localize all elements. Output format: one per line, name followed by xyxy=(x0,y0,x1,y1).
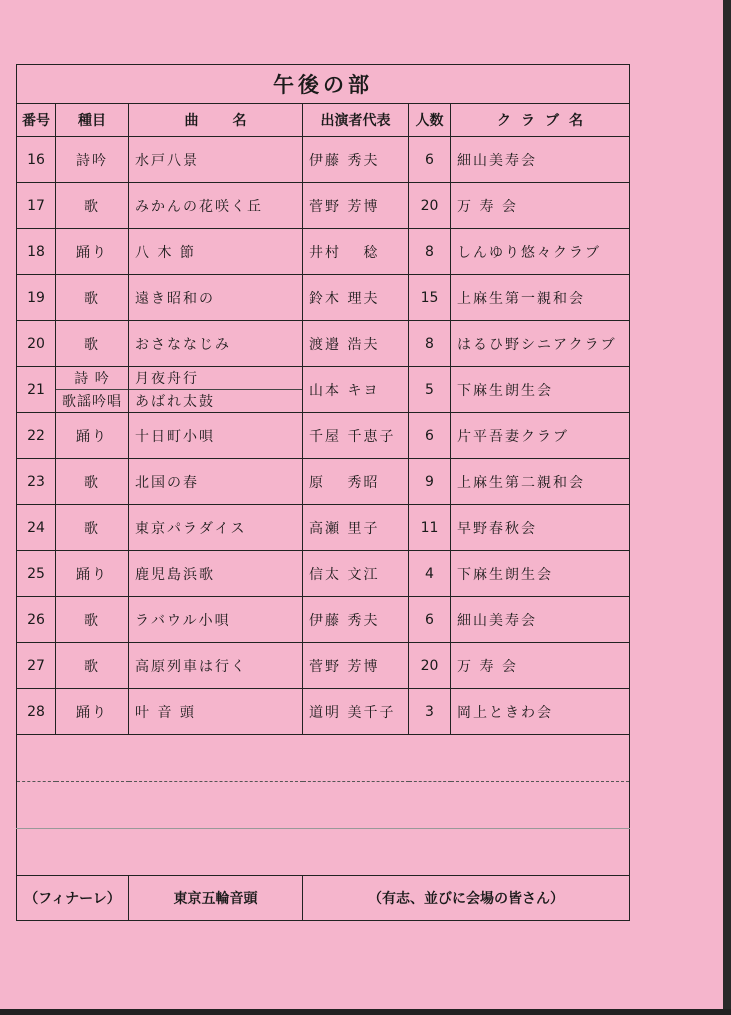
row-category-bottom: 歌謡吟唱 xyxy=(62,394,122,410)
row-count: 9 xyxy=(409,459,451,505)
row-representative: 渡邉 浩夫 xyxy=(303,321,409,367)
row-category: 踊り xyxy=(56,413,129,459)
table-row xyxy=(17,367,630,413)
row-club: 万 寿 会 xyxy=(451,183,630,229)
row-song: みかんの花咲く丘 xyxy=(129,183,303,229)
row-club: はるひ野シニアクラブ xyxy=(451,321,630,367)
row-count: 8 xyxy=(409,321,451,367)
row-category: 歌 xyxy=(56,459,129,505)
row-category: 詩吟 xyxy=(56,137,129,183)
header-club: クラブ名 xyxy=(451,104,630,137)
row-song: 遠き昭和の xyxy=(129,275,303,321)
row-representative: 井村 稔 xyxy=(303,229,409,275)
row-category: 踊り xyxy=(56,229,129,275)
row-song: 八 木 節 xyxy=(129,229,303,275)
row-song: ラバウル小唄 xyxy=(129,597,303,643)
program-sheet xyxy=(16,64,629,921)
row-representative: 伊藤 秀夫 xyxy=(303,597,409,643)
row-category: 歌 xyxy=(56,321,129,367)
row-count: 4 xyxy=(409,551,451,597)
row-category: 歌 xyxy=(56,597,129,643)
row-category-split xyxy=(56,367,129,413)
row-number: 17 xyxy=(17,183,56,229)
row-club: しんゆり悠々クラブ xyxy=(451,229,630,275)
row-count: 11 xyxy=(409,505,451,551)
row-count: 6 xyxy=(409,413,451,459)
page-title: 午後の部 xyxy=(17,65,630,104)
blank-row xyxy=(17,735,630,782)
header-number: 番号 xyxy=(17,104,56,137)
blank-row xyxy=(17,829,630,876)
header-representative: 出演者代表 xyxy=(303,104,409,137)
table-row xyxy=(17,229,630,275)
row-representative: 道明 美千子 xyxy=(303,689,409,735)
scan-edge-right xyxy=(723,0,731,1015)
row-representative: 原 秀昭 xyxy=(303,459,409,505)
table-row xyxy=(17,643,630,689)
row-representative: 鈴木 理夫 xyxy=(303,275,409,321)
row-song: 水戸八景 xyxy=(129,137,303,183)
table-row xyxy=(17,321,630,367)
row-number: 22 xyxy=(17,413,56,459)
row-club: 細山美寿会 xyxy=(451,137,630,183)
row-number: 25 xyxy=(17,551,56,597)
row-number: 21 xyxy=(17,367,56,413)
table-row xyxy=(17,505,630,551)
row-song: 高原列車は行く xyxy=(129,643,303,689)
row-club: 片平吾妻クラブ xyxy=(451,413,630,459)
row-count: 3 xyxy=(409,689,451,735)
row-category: 歌 xyxy=(56,505,129,551)
row-category-top: 詩 吟 xyxy=(56,367,128,390)
table-row xyxy=(17,551,630,597)
table-row xyxy=(17,459,630,505)
row-song-bottom: あばれ太鼓 xyxy=(135,394,215,410)
row-count: 20 xyxy=(409,643,451,689)
row-category: 歌 xyxy=(56,183,129,229)
row-representative: 信太 文江 xyxy=(303,551,409,597)
row-club: 上麻生第一親和会 xyxy=(451,275,630,321)
row-representative: 高瀬 里子 xyxy=(303,505,409,551)
row-club: 早野春秋会 xyxy=(451,505,630,551)
scan-edge-bottom xyxy=(0,1009,731,1015)
row-number: 27 xyxy=(17,643,56,689)
row-song-top: 月夜舟行 xyxy=(129,367,302,390)
table-header xyxy=(17,104,630,137)
row-song: 十日町小唄 xyxy=(129,413,303,459)
table-row xyxy=(17,597,630,643)
finale-song: 東京五輪音頭 xyxy=(129,876,303,921)
row-representative: 伊藤 秀夫 xyxy=(303,137,409,183)
row-count: 5 xyxy=(409,367,451,413)
row-representative: 菅野 芳博 xyxy=(303,183,409,229)
row-club: 細山美寿会 xyxy=(451,597,630,643)
row-song: 鹿児島浜歌 xyxy=(129,551,303,597)
row-category: 踊り xyxy=(56,689,129,735)
finale-row xyxy=(17,876,630,921)
row-number: 16 xyxy=(17,137,56,183)
table-row xyxy=(17,137,630,183)
row-song: 北国の春 xyxy=(129,459,303,505)
row-number: 19 xyxy=(17,275,56,321)
row-club: 万 寿 会 xyxy=(451,643,630,689)
program-table xyxy=(16,64,630,921)
header-count: 人数 xyxy=(409,104,451,137)
row-count: 15 xyxy=(409,275,451,321)
row-number: 26 xyxy=(17,597,56,643)
row-song: 東京パラダイス xyxy=(129,505,303,551)
row-representative: 千屋 千恵子 xyxy=(303,413,409,459)
row-song: おさななじみ xyxy=(129,321,303,367)
table-row xyxy=(17,413,630,459)
table-row xyxy=(17,689,630,735)
table-row xyxy=(17,275,630,321)
table-row xyxy=(17,183,630,229)
row-number: 24 xyxy=(17,505,56,551)
finale-label: （フィナーレ） xyxy=(17,876,129,921)
row-category: 踊り xyxy=(56,551,129,597)
row-category: 歌 xyxy=(56,275,129,321)
row-count: 8 xyxy=(409,229,451,275)
row-number: 23 xyxy=(17,459,56,505)
finale-performers: （有志、並びに会場の皆さん） xyxy=(303,876,630,921)
row-count: 20 xyxy=(409,183,451,229)
row-club: 岡上ときわ会 xyxy=(451,689,630,735)
row-club: 下麻生朗生会 xyxy=(451,551,630,597)
row-song-split xyxy=(129,367,303,413)
row-club: 下麻生朗生会 xyxy=(451,367,630,413)
row-song: 叶 音 頭 xyxy=(129,689,303,735)
header-category: 種目 xyxy=(56,104,129,137)
row-count: 6 xyxy=(409,597,451,643)
row-club: 上麻生第二親和会 xyxy=(451,459,630,505)
row-count: 6 xyxy=(409,137,451,183)
row-representative: 菅野 芳博 xyxy=(303,643,409,689)
header-song: 曲名 xyxy=(129,104,303,137)
row-number: 28 xyxy=(17,689,56,735)
row-representative: 山本 キヨ xyxy=(303,367,409,413)
row-number: 18 xyxy=(17,229,56,275)
row-number: 20 xyxy=(17,321,56,367)
row-category: 歌 xyxy=(56,643,129,689)
blank-row xyxy=(17,782,630,829)
